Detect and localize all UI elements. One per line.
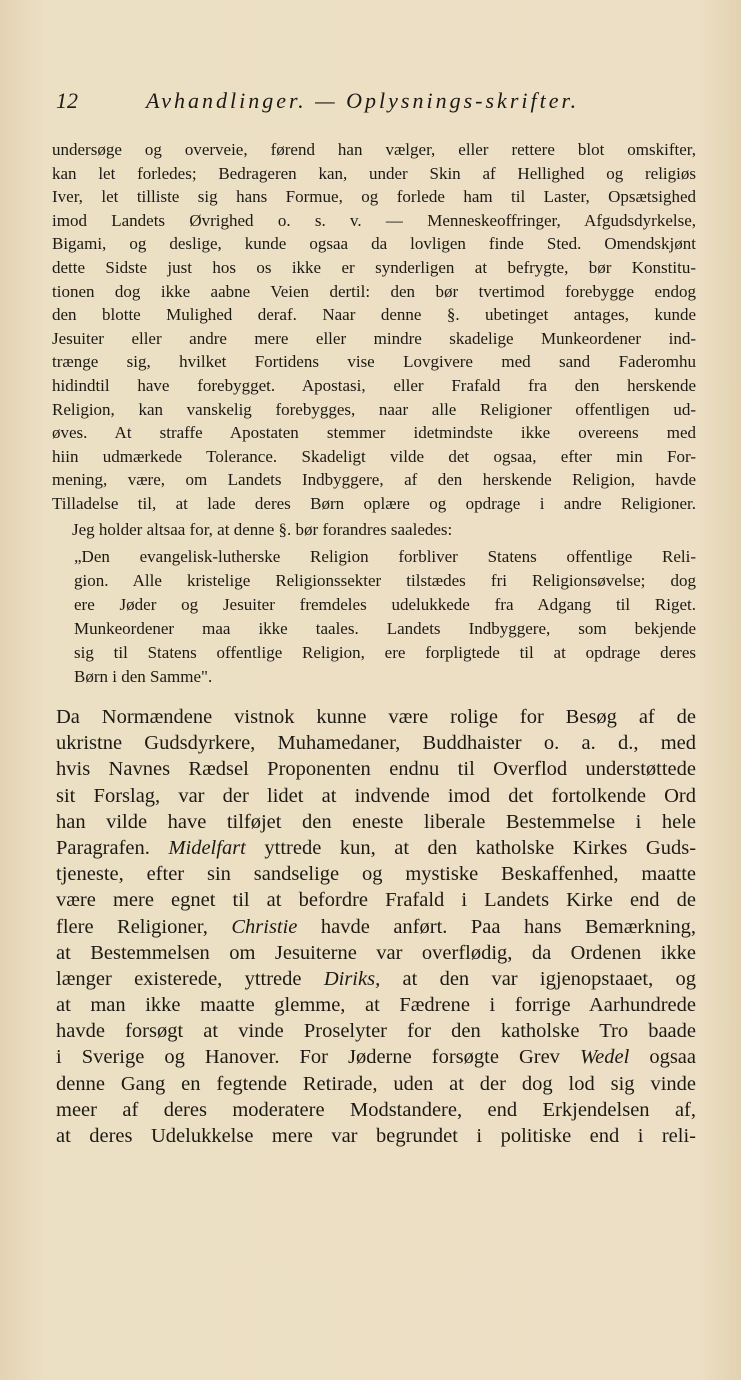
text-line: at deres Udelukkelse mere var begrundet i politiske end i reli- xyxy=(56,1125,696,1147)
text-line: Iver, let tilliste sig hans Formue, og forlede ham til Laster, Opsætsighed xyxy=(52,187,696,207)
text-line: dette Sidste just hos os ikke er synderligen at befrygte, bør Konstitu- xyxy=(52,257,696,277)
text-line: øves. At straffe Apostaten stemmer idetmindste ikke overeens med xyxy=(52,423,696,443)
page-header xyxy=(56,88,696,118)
line-text: havde anført. Paa hans Bemærkning, xyxy=(320,915,697,938)
text-line: Da Normændene vistnok kunne være rolige for Besøg af de xyxy=(56,706,696,728)
text-line: ukristne Gudsdyrkere, Muhamedaner, Buddhaister o. a. d., med xyxy=(56,732,696,755)
text-line xyxy=(56,835,696,861)
text-line: tjeneste, efter sin sandselige og mystiske Beskaffenhed, maatte xyxy=(56,863,696,886)
text-line: Jesuiter eller andre mere eller mindre skadelige Munkeordener ind- xyxy=(52,328,696,348)
text-line: undersøge og overveie, førend han vælger, eller rettere blot omskifter, xyxy=(52,140,696,159)
person-name: Midelfart xyxy=(168,836,246,859)
text-line xyxy=(56,966,696,992)
quoted-proposal xyxy=(74,545,696,689)
running-title: Avhandlinger. — Oplysnings-skrifter. xyxy=(146,88,580,113)
text-line: denne Gang en fegtende Retirade, uden at der dog lod sig vinde xyxy=(56,1072,696,1095)
text-line: den blotte Mulighed deraf. Naar denne §. ubetinget antages, kunde xyxy=(52,305,696,325)
text-line: tionen dog ikke aabne Veien dertil: den bør tvertimod forebygge endog xyxy=(52,281,696,301)
text-line: havde forsøgt at vinde Proselyter for den katholske Tro baade xyxy=(56,1020,696,1043)
person-name: Diriks, xyxy=(323,967,381,990)
person-name: Christie xyxy=(231,915,298,938)
text-line: trænge sig, hvilket Fortidens vise Lovgivere med sand Faderomhu xyxy=(52,352,696,372)
text-line xyxy=(56,1044,696,1070)
text-line: Bigami, og deslige, kunde ogsaa da lovligen finde Sted. Omendskjønt xyxy=(52,234,696,254)
text-line: Religion, kan vanskelig forebygges, naar alle Religioner offentligen ud- xyxy=(52,399,696,419)
quote-line: ere Jøder og Jesuiter fremdeles udelukkede fra Adgang til Riget. xyxy=(74,595,696,614)
text-line: mening, være, om Landets Indbyggere, af den herskende Religion, havde xyxy=(52,470,696,490)
text-line: at Bestemmelsen om Jesuiterne var overflødig, da Ordenen ikke xyxy=(56,941,696,964)
line-text: Paragrafen. xyxy=(56,836,150,859)
person-name: Wedel xyxy=(579,1046,630,1069)
line-text: yttrede kun, at den katholske Kirkes Guds- xyxy=(264,836,697,859)
paragraph-large-2 xyxy=(56,704,696,1149)
text-line: sit Forslag, var der lidet at indvende imod det fortolkende Ord xyxy=(56,784,696,807)
paragraph-small-1 xyxy=(52,138,696,516)
text-line xyxy=(56,914,696,940)
line-text: at den var igjenopstaaet, og xyxy=(402,967,696,990)
text-line: hvis Navnes Rædsel Proponenten endnu til Overflod understøttede xyxy=(56,758,696,781)
text-line: være mere egnet til at befordre Frafald i Landets Kirke end de xyxy=(56,889,696,912)
page-number: 12 xyxy=(56,88,78,113)
quote-line: gion. Alle kristelige Religionssekter tilstædes fri Religionsøvelse; dog xyxy=(74,571,696,590)
line-text: i Sverige og Hanover. For Jøderne forsøgte Grev xyxy=(56,1046,560,1069)
text-line: hidindtil have forebygget. Apostasi, eller Frafald fra den herskende xyxy=(52,375,696,395)
intro-line xyxy=(72,518,632,542)
text-line: meer af deres moderatere Modstandere, end Erkjendelsen af, xyxy=(56,1098,696,1121)
text-line: at man ikke maatte glemme, at Fædrene i forrige Aarhundrede xyxy=(56,994,696,1017)
quote-line: „Den evangelisk-lutherske Religion forbliver Statens offentlige Reli- xyxy=(74,547,696,566)
text-line: imod Landets Øvrighed o. s. v. — Menneskeoffringer, Afgudsdyrkelse, xyxy=(52,210,696,230)
line-text: længer existerede, yttrede xyxy=(56,967,302,990)
line-text: ogsaa xyxy=(649,1046,697,1069)
text-line: hiin udmærkede Tolerance. Skadeligt vilde det ogsaa, efter min For- xyxy=(52,446,696,466)
text-line: han vilde have tilføjet den eneste liberale Bestemmelse i hele xyxy=(56,810,696,833)
text-line: Jeg holder altsaa for, at denne §. bør forandres saaledes: xyxy=(72,520,453,539)
quote-line: Munkeordener maa ikke taales. Landets Indbyggere, som bekjende xyxy=(74,619,696,638)
text-line: Tilladelse til, at lade deres Børn oplære og opdrage i andre Religioner. xyxy=(52,493,696,513)
quote-line: sig til Statens offentlige Religion, ere forpligtede til at opdrage deres xyxy=(74,643,696,662)
text-line: kan let forledes; Bedrageren kan, under Skin af Hellighed og religiøs xyxy=(52,163,696,183)
quote-line: Børn i den Samme". xyxy=(74,667,213,686)
line-text: flere Religioner, xyxy=(56,915,208,938)
